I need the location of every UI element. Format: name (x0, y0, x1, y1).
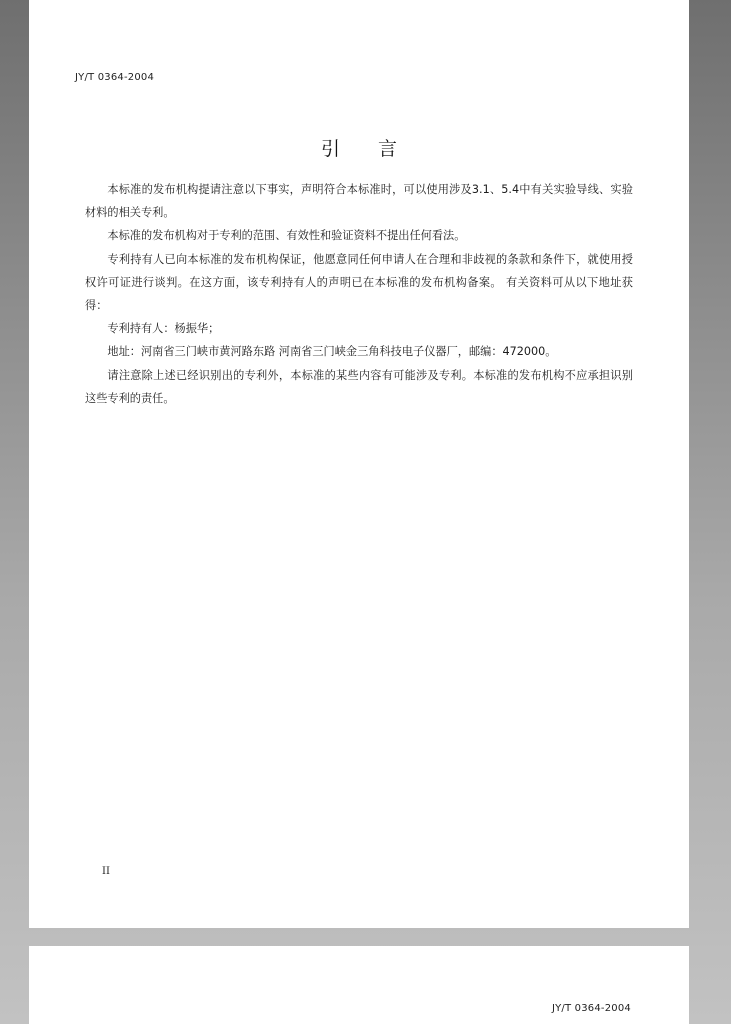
paragraph-licensing: 专利持有人已向本标准的发布机构保证，他愿意同任何申请人在合理和非歧视的条款和条件下，就使用授权许可证进行谈判。在这方面，该专利持有人的声明已在本标准的发布机构备案。 有关资料可从以下地址获得： (85, 252, 633, 313)
standard-code-header-next-page: JY/T 0364-2004 (551, 1003, 631, 1014)
document-page-1 (29, 0, 689, 928)
paragraph-patent-notice: 本标准的发布机构提请注意以下事实，声明符合本标准时，可以使用涉及3.1、5.4中有关实验导线、实验材料的相关专利。 (85, 183, 633, 220)
introduction-body (85, 178, 633, 410)
standard-code-header: JY/T 0364-2004 (75, 72, 155, 83)
section-title: 引 言 (320, 138, 414, 160)
document-page-2 (29, 946, 689, 1024)
paragraph-no-position: 本标准的发布机构对于专利的范围、有效性和验证资料不提出任何看法。 (107, 229, 466, 243)
paragraph-disclaimer: 请注意除上述已经识别出的专利外，本标准的某些内容有可能涉及专利。本标准的发布机构不应承担识别这些专利的责任。 (85, 368, 633, 405)
paragraph-address: 地址：河南省三门峡市黄河路东路 河南省三门峡金三角科技电子仪器厂，邮编：472000。 (107, 345, 557, 359)
paragraph-patent-holder: 专利持有人：杨振华； (107, 322, 220, 336)
page-number: II (102, 866, 110, 877)
